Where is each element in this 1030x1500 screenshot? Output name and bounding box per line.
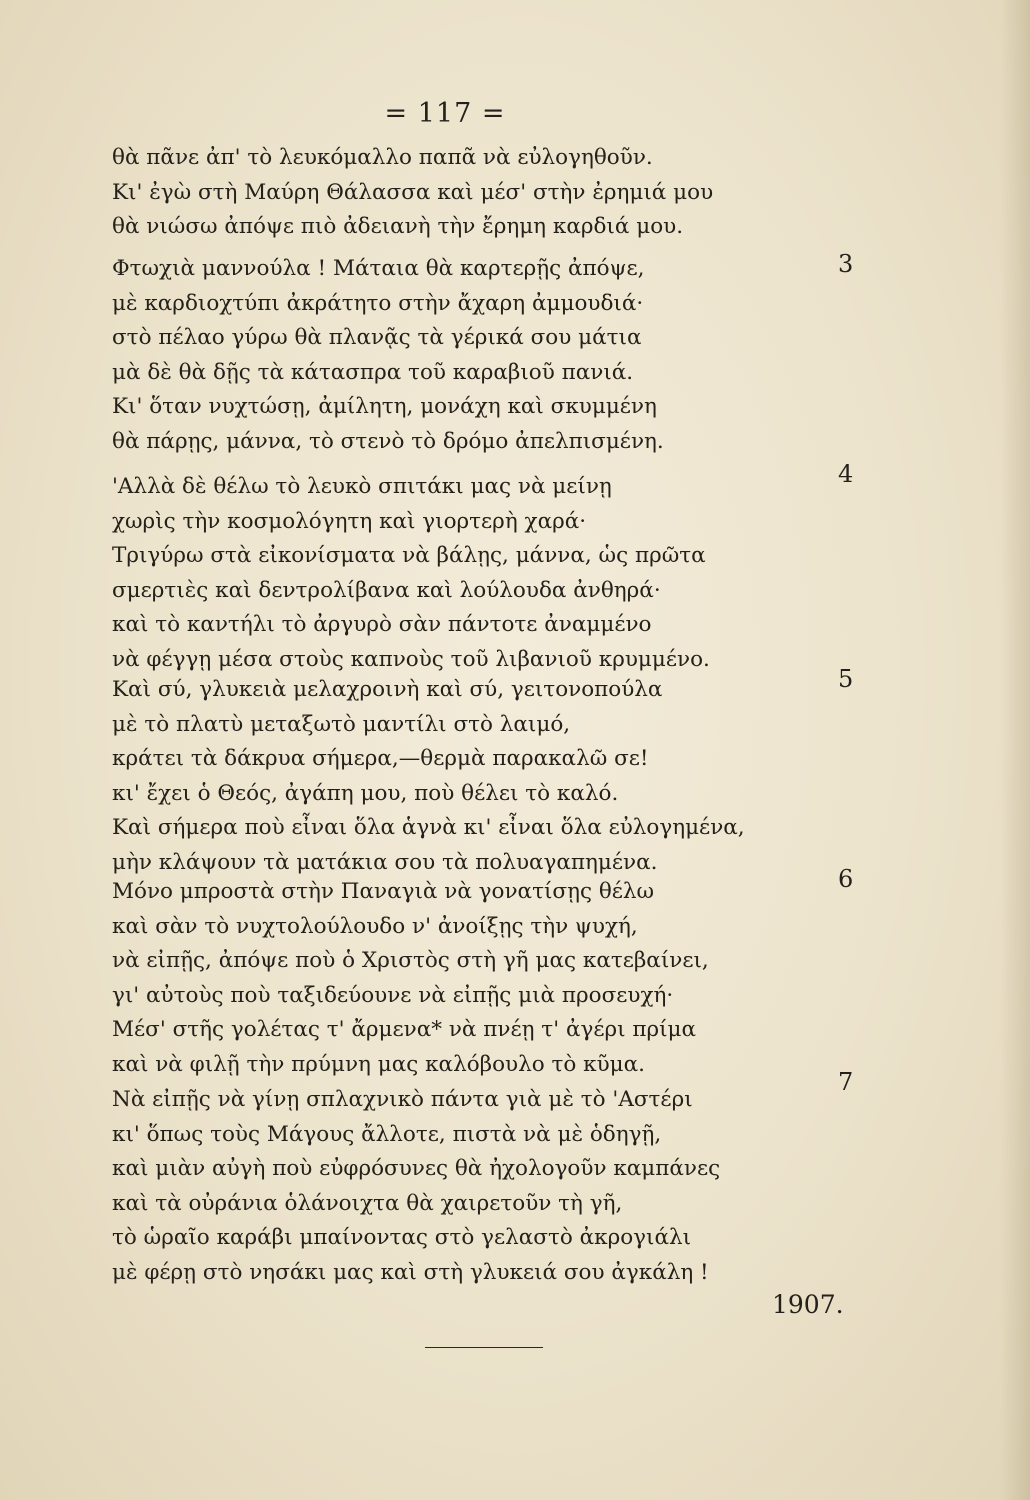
stanza-number: 6 [838,865,854,893]
poem-line: Κι' ἐγὼ στὴ Μαύρη Θάλασσα καὶ μέσ' στὴν ἐρημιά μου [112,179,714,205]
poem-line: Μέσ' στῆς γολέτας τ' ἄρμενα* νὰ πνέῃ τ' ἀγέρι πρίμα [112,1017,697,1042]
page-number: = 117 = [384,98,506,129]
poem-line: καὶ μιὰν αὐγὴ ποὺ εὐφρόσυνες θὰ ἠχολογοῦν καμπάνες [112,1156,721,1181]
poem-line: Κι' ὅταν νυχτώσῃ, ἀμίλητη, μονάχη καὶ σκυμμένη [112,394,657,419]
poem-line: Νὰ εἰπῇς νὰ γίνῃ σπλαχνικὸ πάντα γιὰ μὲ τὸ 'Αστέρι [112,1087,693,1112]
poem-line: θὰ νιώσω ἀπόψε πιὸ ἀδειανὴ τὴν ἔρημη καρδιά μου. [112,214,684,239]
poem-line: σμερτιὲς καὶ δεντρολίβανα καὶ λούλουδα ἀνθηρά· [112,577,661,603]
poem-line: στὸ πέλαο γύρω θὰ πλανᾷς τὰ γέρικά σου μάτια [112,325,642,350]
poem-line: μὰ δὲ θὰ δῇς τὰ κάτασπρα τοῦ καραβιοῦ πανιά. [112,359,634,385]
poem-line: καὶ σὰν τὸ νυχτολούλουδο ν' ἀνοίξῃς τὴν ψυχή, [112,913,638,939]
stanza-continuation [112,141,832,245]
stanza-number: 4 [838,460,854,488]
poem-line: καὶ τὸ καντήλι τὸ ἀργυρὸ σὰν πάντοτε ἀναμμένο [112,612,652,637]
stanza-number: 7 [838,1068,854,1096]
stanza-number: 3 [838,250,854,278]
poem-line: μὲ καρδιοχτύπι ἀκράτητο στὴν ἄχαρη ἀμμουδιά· [112,290,644,316]
stanza [112,252,832,459]
poem-line: Τριγύρω στὰ εἰκονίσματα νὰ βάλῃς, μάννα, ὡς πρῶτα [112,543,706,568]
poem-line: κι' ὅπως τοὺς Μάγους ἄλλοτε, πιστὰ νὰ μὲ ὁδηγῇ, [112,1121,662,1147]
poem-line: κράτει τὰ δάκρυα σήμερα,—θερμὰ παρακαλῶ σε! [112,746,649,771]
poem-line: καὶ νὰ φιλῇ τὴν πρύμνη μας καλόβουλο τὸ κῦμα. [112,1051,645,1077]
stanza [112,673,832,880]
poem-line: καὶ τὰ οὐράνια ὁλάνοιχτα θὰ χαιρετοῦν τὴ γῆ, [112,1190,623,1216]
poem-line: μὲ τὸ πλατὺ μεταξωτὸ μαντίλι στὸ λαιμό, [112,711,571,737]
poem-line: νὰ φέγγῃ μέσα στοὺς καπνοὺς τοῦ λιβανιοῦ κρυμμένο. [112,646,710,672]
page-edge-shading [1000,0,1030,1500]
stanza [112,1083,832,1290]
poem-line: θὰ πᾶνε ἀπ' τὸ λευκόμαλλο παπᾶ νὰ εὐλογηθοῦν. [112,145,653,170]
poem-line: μὴν κλάψουν τὰ ματάκια σου τὰ πολυαγαπημένα. [112,849,658,875]
stanza [112,875,832,1082]
poem-line: Μόνο μπροστὰ στὴν Παναγιὰ νὰ γονατίσῃς θέλω [112,879,655,904]
stanza [112,470,832,677]
stanza-number: 5 [838,665,854,693]
poem-line: Καὶ σήμερα ποὺ εἶναι ὅλα ἁγνὰ κι' εἶναι ὅλα εὐλογημένα, [112,815,745,840]
poem-date: 1907. [772,1290,844,1319]
poem-line: χωρὶς τὴν κοσμολόγητη καὶ γιορτερὴ χαρά· [112,508,587,534]
poem-line: Φτωχιὰ μαννούλα ! Μάταια θὰ καρτερῇς ἀπόψε, [112,256,645,281]
poem-line: θὰ πάρῃς, μάννα, τὸ στενὸ τὸ δρόμο ἀπελπισμένη. [112,428,664,454]
poem-line: γι' αὐτοὺς ποὺ ταξιδεύουνε νὰ εἰπῇς μιὰ προσευχή· [112,982,674,1008]
poem-line: νὰ εἰπῇς, ἀπόψε ποὺ ὁ Χριστὸς στὴ γῆ μας κατεβαίνει, [112,948,709,973]
poem-line: τὸ ὡραῖο καράβι μπαίνοντας στὸ γελαστὸ ἀκρογιάλι [112,1225,692,1250]
end-rule [425,1347,543,1348]
poem-line: μὲ φέρῃ στὸ νησάκι μας καὶ στὴ γλυκειά σου ἀγκάλη ! [112,1259,709,1285]
poem-line: Καὶ σύ, γλυκειὰ μελαχροινὴ καὶ σύ, γειτονοπούλα [112,677,663,702]
poem-line: κι' ἔχει ὁ Θεός, ἀγάπη μου, ποὺ θέλει τὸ καλό. [112,780,619,806]
poem-line: 'Αλλὰ δὲ θέλω τὸ λευκὸ σπιτάκι μας νὰ μείνῃ [112,474,612,499]
